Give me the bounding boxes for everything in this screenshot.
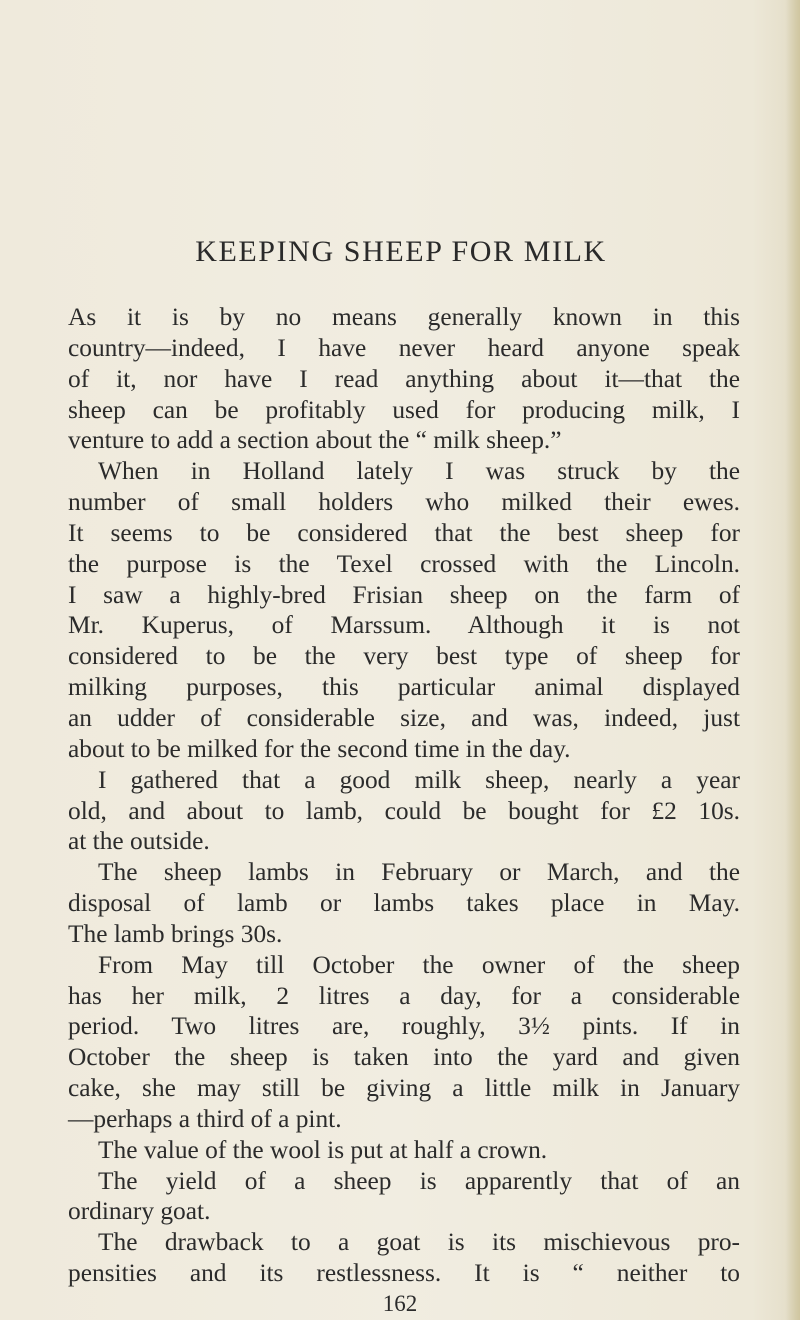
text-line: It seems to be considered that the best sheep for	[68, 518, 740, 547]
text-line: The value of the wool is put at half a crown.	[98, 1135, 548, 1164]
text-line: period. Two litres are, roughly, 3½ pints. If in	[68, 1012, 740, 1041]
text-line: sheep can be profitably used for producing milk, I	[68, 395, 740, 424]
text-line: the purpose is the Texel crossed with the Lincoln.	[68, 549, 740, 578]
page-edge-shading	[786, 0, 800, 1320]
text-line: Mr. Kuperus, of Marssum. Although it is not	[68, 611, 740, 640]
text-line: ordinary goat.	[68, 1197, 211, 1226]
text-line: has her milk, 2 litres a day, for a considerable	[68, 981, 740, 1010]
text-line: at the outside.	[68, 827, 210, 856]
chapter-title: KEEPING SHEEP FOR MILK	[195, 235, 607, 268]
page-number: 162	[382, 1291, 418, 1316]
text-line: old, and about to lamb, could be bought for £2 10s.	[68, 796, 740, 825]
text-line: The yield of a sheep is apparently that of an	[98, 1166, 740, 1195]
text-line: The drawback to a goat is its mischievous pro-	[98, 1228, 740, 1257]
text-line: October the sheep is taken into the yard and given	[68, 1043, 740, 1072]
text-line: considered to be the very best type of sheep for	[68, 642, 740, 671]
text-line: I saw a highly-bred Frisian sheep on the farm of	[68, 580, 740, 609]
text-line: venture to add a section about the “ milk sheep.”	[68, 426, 562, 455]
text-line: an udder of considerable size, and was, indeed, just	[68, 703, 740, 732]
text-line: disposal of lamb or lambs takes place in May.	[68, 889, 740, 918]
text-line: pensities and its restlessness. It is “ neither to	[68, 1259, 740, 1288]
text-line: When in Holland lately I was struck by the	[98, 457, 740, 486]
text-line: of it, nor have I read anything about it—that the	[68, 364, 740, 393]
body-text	[68, 302, 740, 1289]
text-line: —perhaps a third of a pint.	[68, 1104, 342, 1133]
text-line: I gathered that a good milk sheep, nearly a year	[98, 765, 740, 794]
text-line: country—indeed, I have never heard anyone speak	[68, 333, 740, 362]
text-line: The lamb brings 30s.	[68, 919, 283, 948]
text-line: cake, she may still be giving a little milk in January	[68, 1074, 740, 1103]
text-line: The sheep lambs in February or March, and the	[98, 858, 740, 887]
text-line: number of small holders who milked their ewes.	[68, 488, 740, 517]
text-line: about to be milked for the second time in the day.	[68, 734, 571, 763]
text-line: As it is by no means generally known in this	[68, 303, 740, 331]
text-line: milking purposes, this particular animal displayed	[68, 673, 740, 702]
text-line: From May till October the owner of the sheep	[98, 950, 740, 979]
